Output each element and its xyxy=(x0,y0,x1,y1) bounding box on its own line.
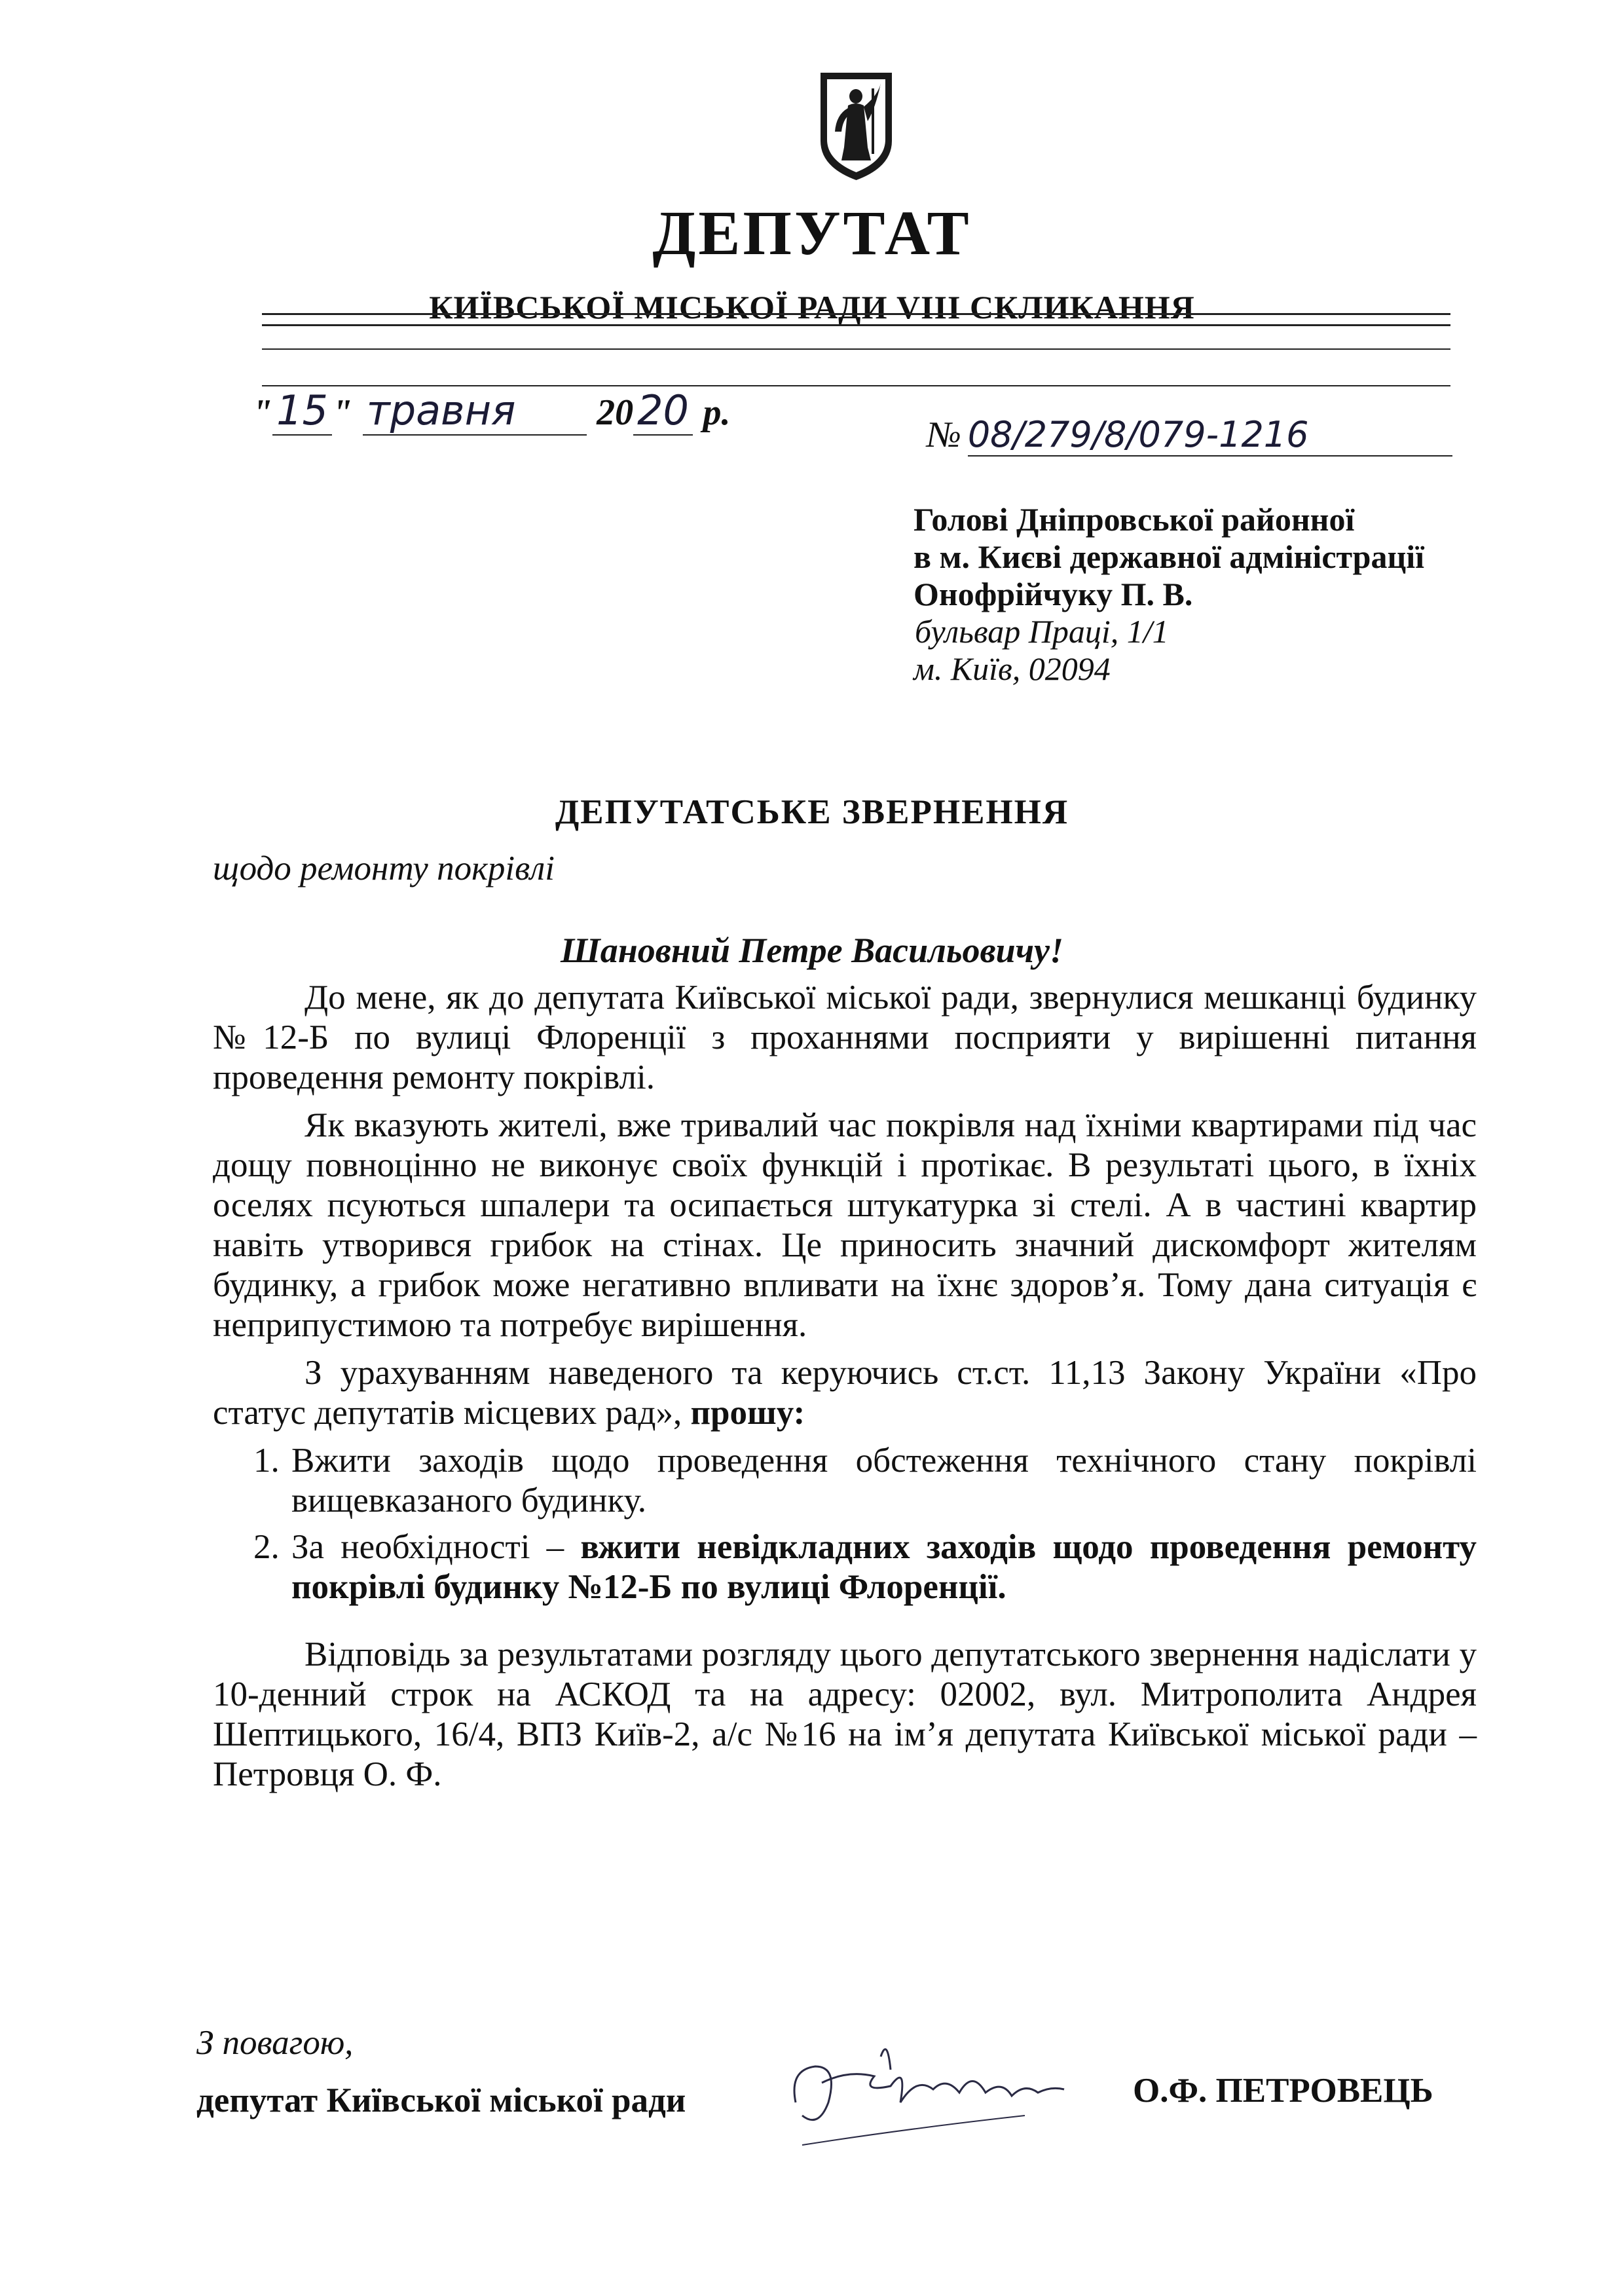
closing-block xyxy=(196,2014,686,2129)
addressee-line: Голові Дніпровської районної xyxy=(913,501,1355,538)
letter-body xyxy=(213,978,1477,1802)
signer-name: О.Ф. ПЕТРОВЕЦЬ xyxy=(1133,2072,1433,2110)
request-text: За необхідності – xyxy=(291,1528,564,1566)
addressee-city: м. Київ, 02094 xyxy=(913,650,1111,687)
date-suffix: р. xyxy=(703,392,731,433)
date-year-prefix: 20 xyxy=(597,392,634,433)
signer-position: депутат Київської міської ради xyxy=(196,2081,686,2119)
request-number: 1. xyxy=(253,1442,280,1480)
request-item xyxy=(213,1527,1477,1607)
number-value: 08/279/8/079-1216 xyxy=(968,414,1452,457)
document-title: ДЕПУТАТСЬКЕ ЗВЕРНЕННЯ xyxy=(555,793,1069,831)
outgoing-number xyxy=(927,414,1452,457)
letterhead-title: ДЕПУТАТ xyxy=(652,198,972,268)
request-intro: З урахуванням наведеного та керуючись ст.ст. 11,13 Закону України «Про статус депутатів місцевих рад», xyxy=(213,1354,1477,1432)
request-keyword: прошу: xyxy=(690,1394,805,1432)
request-text: Вжити заходів щодо проведення обстеження технічного стану покрівлі вищевказаного будинку. xyxy=(291,1442,1477,1520)
document-date: "15 " травня 2020 р. xyxy=(252,386,731,434)
body-paragraph: Як вказують жителі, вже тривалий час покрівля над їхніми квартирами під час дощу повноцінно не виконує своїх функцій і протікає. В результаті цього, в їхніх оселях псуються шпалери та осипається штукатурка зі стелі. А в частині квартир навіть утворився грибок на стінах. Це приносить значний дискомфорт жителям будинку, а грибок може негативно впливати на їхнє здоров’я. Тому дана ситуація є неприпустимою та потребує вирішення. xyxy=(213,1106,1477,1344)
request-item xyxy=(213,1441,1477,1521)
document-subject: щодо ремонту покрівлі xyxy=(213,849,555,887)
letterhead-divider xyxy=(262,313,1450,315)
request-number: 2. xyxy=(253,1528,280,1566)
reply-paragraph: Відповідь за результатами розгляду цього депутатського звернення надіслати у 10-денний строк на АСКОД та на адресу: 02002, вул. Митрополита Андрея Шептицького, 16/4, ВПЗ Київ-2, а/с №16 на ім’я депутата Київської міської ради – Петровця О. Ф. xyxy=(213,1635,1477,1793)
date-year-suffix: 20 xyxy=(633,386,693,436)
request-text-bold: вжити невідкладних заходів щодо проведення ремонту покрівлі будинку №12-Б по вулиці Флоренції. xyxy=(291,1528,1477,1606)
addressee-name: Онофрійчуку П. В. xyxy=(913,576,1193,612)
closing-regards: З повагою, xyxy=(196,2024,354,2062)
body-paragraph: До мене, як до депутата Київської міської ради, звернулися мешканці будинку №12-Б по вулиці Флоренції з проханнями посприяти у вирішенні питання проведення ремонту покрівлі. xyxy=(213,979,1477,1096)
date-day: 15 xyxy=(272,386,332,436)
handwritten-signature xyxy=(776,2030,1116,2161)
letterhead-divider xyxy=(262,348,1450,350)
addressee-line: в м. Києві державної адміністрації xyxy=(913,538,1425,575)
letterhead-subtitle: КИЇВСЬКОЇ МІСЬКОЇ РАДИ VIII СКЛИКАННЯ xyxy=(429,289,1195,326)
number-label: № xyxy=(927,415,961,455)
request-list xyxy=(213,1441,1477,1607)
addressee-block xyxy=(913,501,1424,688)
addressee-street: бульвар Праці, 1/1 xyxy=(915,613,1169,650)
letterhead-divider xyxy=(262,324,1450,326)
date-month: травня xyxy=(363,386,587,436)
salutation: Шановний Петре Васильовичу! xyxy=(560,931,1064,970)
body-paragraph xyxy=(213,1353,1477,1433)
kyiv-emblem-icon xyxy=(815,69,897,183)
